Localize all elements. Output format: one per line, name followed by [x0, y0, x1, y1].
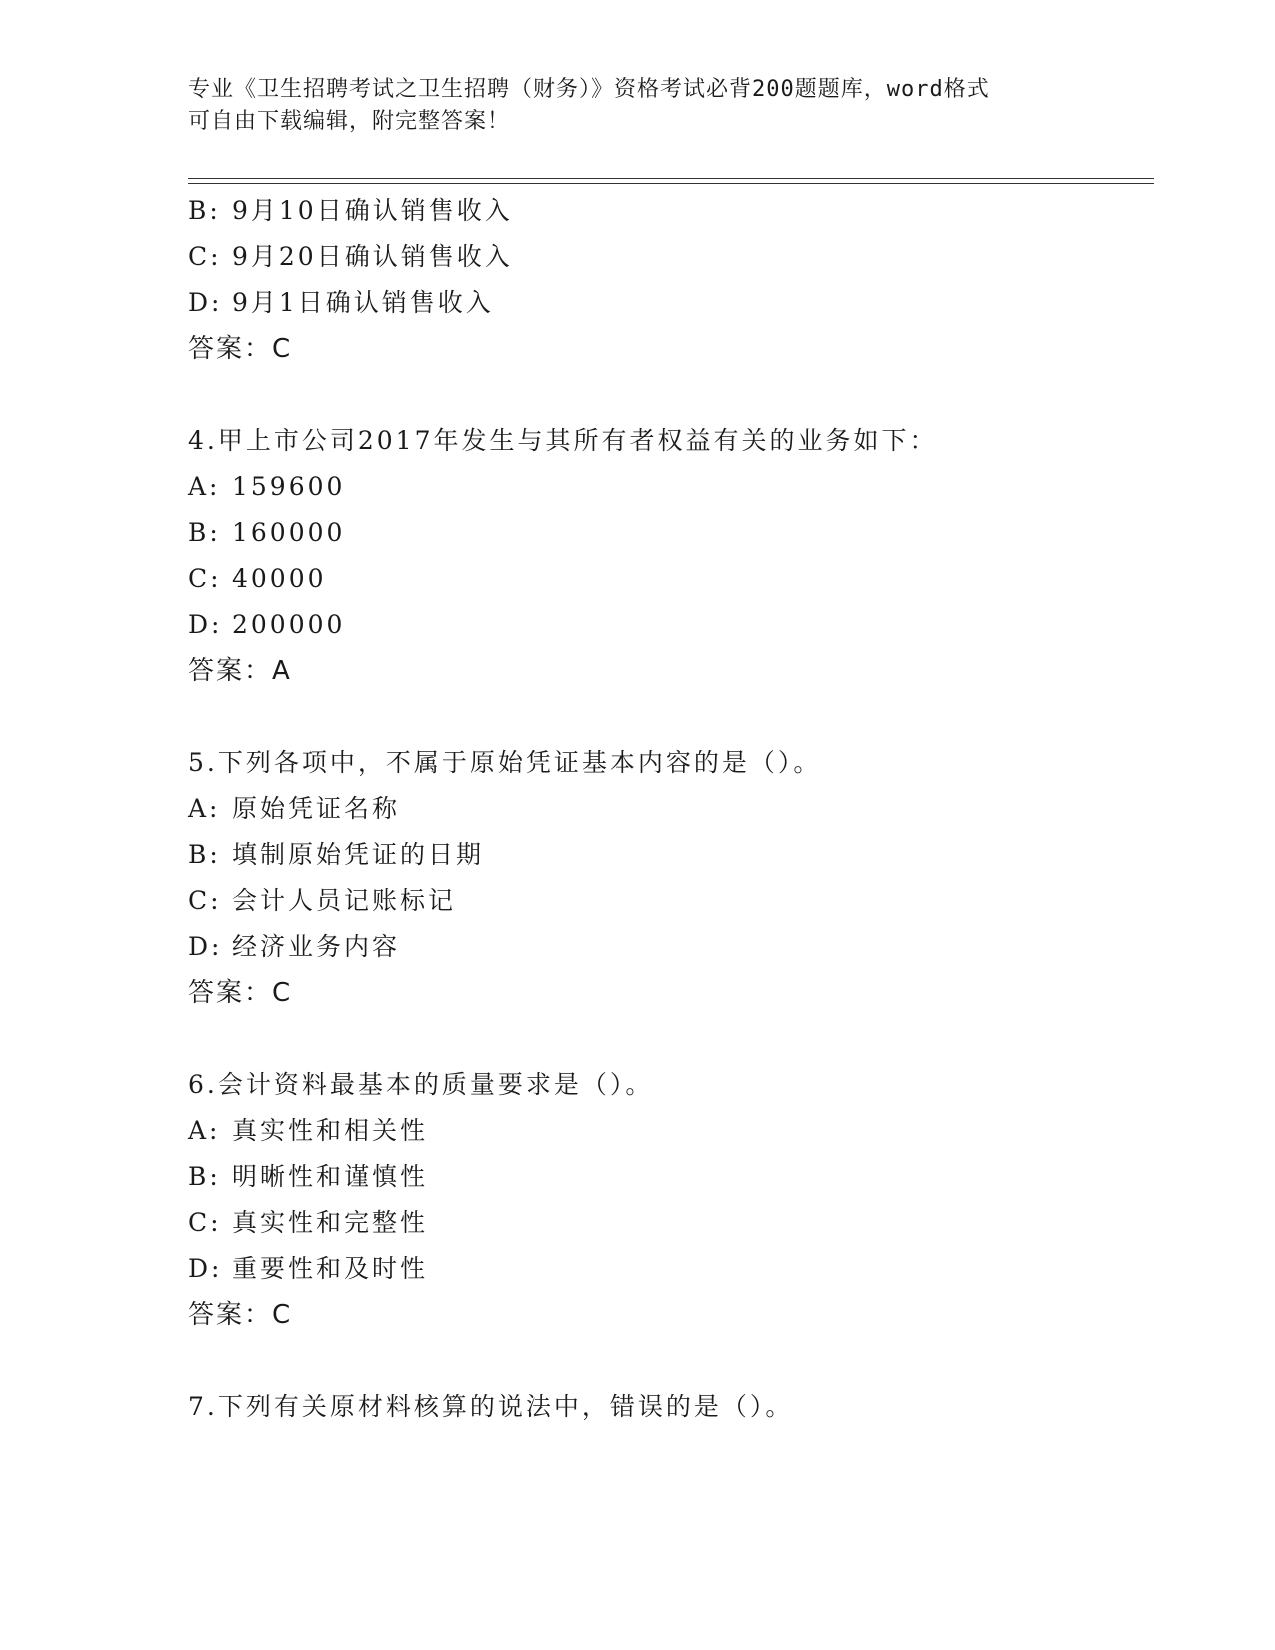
header-title-line-1: 专业《卫生招聘考试之卫生招聘（财务）》资格考试必背200题题库，word格式 — [188, 77, 990, 102]
question-3-block — [188, 188, 1154, 372]
option-text: 经济业务内容 — [232, 932, 401, 961]
question-5-answer: 答案：C — [188, 978, 293, 1008]
option-label: B: — [188, 196, 221, 225]
question-4-answer: 答案：A — [188, 656, 292, 686]
question-4-option-d — [188, 602, 1154, 648]
header-divider-bottom — [188, 183, 1154, 184]
option-text: 40000 — [232, 564, 327, 593]
option-label: D: — [188, 1254, 223, 1283]
question-3-option-d — [188, 280, 1154, 326]
header-title-line-2: 可自由下载编辑，附完整答案！ — [188, 109, 511, 134]
option-label: C: — [188, 564, 222, 593]
option-text: 真实性和完整性 — [232, 1208, 429, 1237]
option-label: A: — [188, 1116, 221, 1145]
question-6-block — [188, 1062, 1154, 1338]
option-label: B: — [188, 518, 221, 547]
document-header — [188, 74, 1068, 138]
option-text: 160000 — [232, 518, 346, 547]
question-6-option-d — [188, 1246, 1154, 1292]
question-5-text: 5.下列各项中，不属于原始凭证基本内容的是（）。 — [188, 748, 822, 777]
option-label: C: — [188, 1208, 222, 1237]
option-text: 重要性和及时性 — [232, 1254, 429, 1283]
question-5-option-d — [188, 924, 1154, 970]
question-6-answer: 答案：C — [188, 1300, 293, 1330]
question-5-block — [188, 740, 1154, 1016]
question-4-option-b — [188, 510, 1154, 556]
option-label: A: — [188, 472, 221, 501]
spacer — [188, 372, 1154, 418]
question-7-text: 7.下列有关原材料核算的说法中，错误的是（）。 — [188, 1392, 794, 1421]
option-label: D: — [188, 610, 223, 639]
question-5-option-a — [188, 786, 1154, 832]
option-text: 填制原始凭证的日期 — [232, 840, 485, 869]
question-5-option-c — [188, 878, 1154, 924]
question-6-option-a — [188, 1108, 1154, 1154]
option-text: 原始凭证名称 — [232, 794, 401, 823]
option-label: B: — [188, 1162, 221, 1191]
spacer — [188, 694, 1154, 740]
option-label: A: — [188, 794, 221, 823]
spacer — [188, 1338, 1154, 1384]
question-7-block — [188, 1384, 1154, 1430]
option-label: C: — [188, 886, 222, 915]
question-3-answer: 答案：C — [188, 334, 293, 364]
question-6-text: 6.会计资料最基本的质量要求是（）。 — [188, 1070, 654, 1099]
question-4-option-c — [188, 556, 1154, 602]
question-6-option-c — [188, 1200, 1154, 1246]
option-text: 9月10日确认销售收入 — [232, 196, 513, 225]
question-3-option-b — [188, 188, 1154, 234]
question-3-option-c — [188, 234, 1154, 280]
question-content — [188, 188, 1154, 1430]
option-text: 9月1日确认销售收入 — [232, 288, 494, 317]
header-divider-top — [188, 178, 1154, 179]
option-label: D: — [188, 288, 223, 317]
option-text: 159600 — [232, 472, 346, 501]
question-6-option-b — [188, 1154, 1154, 1200]
option-text: 9月20日确认销售收入 — [232, 242, 513, 271]
option-label: C: — [188, 242, 222, 271]
option-text: 200000 — [232, 610, 346, 639]
question-4-option-a — [188, 464, 1154, 510]
option-text: 真实性和相关性 — [232, 1116, 429, 1145]
question-4-text: 4.甲上市公司2017年发生与其所有者权益有关的业务如下： — [188, 426, 938, 455]
question-5-option-b — [188, 832, 1154, 878]
question-4-block — [188, 418, 1154, 694]
option-label: B: — [188, 840, 221, 869]
option-text: 会计人员记账标记 — [232, 886, 457, 915]
option-label: D: — [188, 932, 223, 961]
spacer — [188, 1016, 1154, 1062]
option-text: 明晰性和谨慎性 — [232, 1162, 429, 1191]
